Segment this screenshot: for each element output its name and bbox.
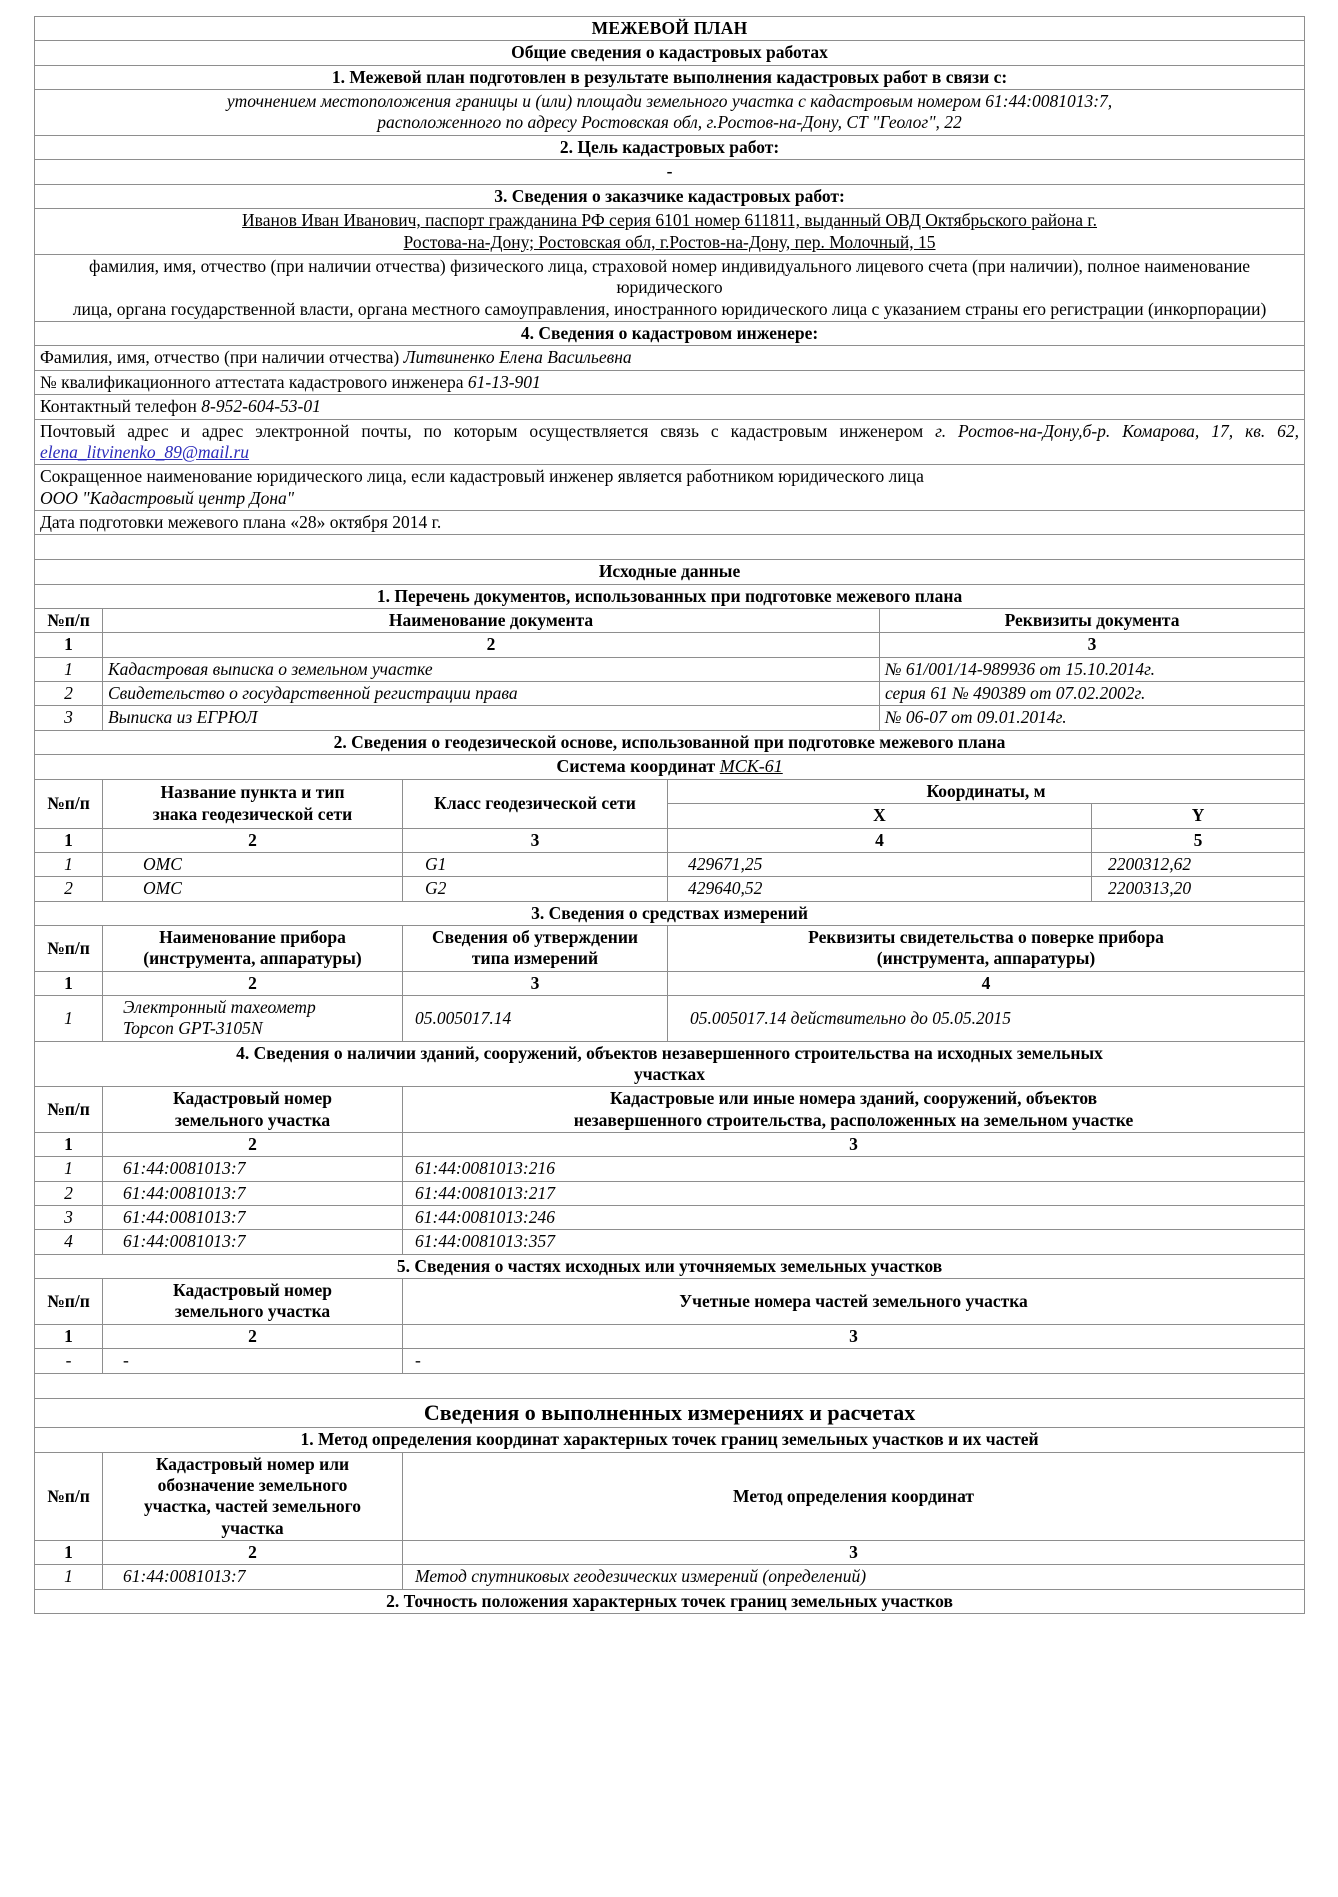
geodesic-col-class: Класс геодезической сети [403, 779, 668, 828]
buildings-row3-object: 61:44:0081013:246 [403, 1206, 1305, 1230]
item4-heading: 4. Сведения о кадастровом инженере: [35, 322, 1305, 346]
geodesic-col-coords: Координаты, м [668, 779, 1305, 803]
parts-col-cadastral-line1: Кадастровый номер [173, 1280, 332, 1301]
parts-col-numbers: Учетные номера частей земельного участка [403, 1279, 1305, 1325]
buildings-col-objects [403, 1087, 1305, 1133]
docs-colnum-3: 3 [880, 633, 1305, 657]
geodesic-heading: 2. Сведения о геодезической основе, использованной при подготовке межевого плана [35, 730, 1305, 754]
accuracy-heading: 2. Точность положения характерных точек границ земельных участков [35, 1589, 1305, 1613]
method-colnum-row [35, 1541, 1305, 1565]
geodesic-colnum-5: 5 [1092, 828, 1305, 852]
table-row [35, 877, 1305, 901]
table-row [35, 852, 1305, 876]
table-row [35, 657, 1305, 681]
item1-heading: 1. Межевой план подготовлен в результате выполнения кадастровых работ в связи с: [35, 65, 1305, 89]
buildings-colnum-row [35, 1133, 1305, 1157]
buildings-col-np: №п/п [35, 1087, 103, 1133]
geodesic-heading-row [35, 730, 1305, 754]
geodesic-row1-x: 429671,25 [668, 852, 1092, 876]
docs-heading-row [35, 584, 1305, 608]
buildings-row4-object: 61:44:0081013:357 [403, 1230, 1305, 1254]
parts-col-cadastral-line2: земельного участка [174, 1301, 331, 1322]
instruments-col-cert [668, 925, 1305, 971]
engineer-email-link[interactable]: elena_litvinenko_89@mail.ru [40, 441, 250, 462]
buildings-heading-row [35, 1041, 1305, 1087]
item3-heading-row [35, 185, 1305, 209]
engineer-address-row [35, 419, 1305, 465]
buildings-row1-np: 1 [35, 1157, 103, 1181]
method-col-cadastral-line3: участка, частей земельного [144, 1496, 361, 1517]
engineer-attestat-value: 61-13-901 [467, 371, 541, 392]
document-subtitle: Общие сведения о кадастровых работах [35, 41, 1305, 65]
table-row [35, 1349, 1305, 1373]
method-col-np: №п/п [35, 1452, 103, 1540]
buildings-heading [35, 1041, 1305, 1087]
document-table [34, 16, 1305, 1614]
instruments-heading: 3. Сведения о средствах измерений [35, 901, 1305, 925]
buildings-row2-np: 2 [35, 1181, 103, 1205]
docs-row3-np: 3 [35, 706, 103, 730]
method-col-cadastral-line2: обозначение земельного [157, 1475, 348, 1496]
geodesic-row2-x: 429640,52 [668, 877, 1092, 901]
docs-row1-requisites: № 61/001/14-989936 от 15.10.2014г. [880, 657, 1305, 681]
buildings-colnum-3: 3 [403, 1133, 1305, 1157]
item2-heading-row [35, 135, 1305, 159]
item2-value-row [35, 160, 1305, 185]
geodesic-row1-np: 1 [35, 852, 103, 876]
parts-colnum-row [35, 1324, 1305, 1348]
instruments-col-cert-line1: Реквизиты свидетельства о поверке прибора [808, 926, 1164, 947]
method-col-cadastral-line4: участка [221, 1517, 284, 1538]
geodesic-coord-system-label: Система координат [556, 755, 720, 776]
instruments-colnum-1: 1 [35, 971, 103, 995]
engineer-address [35, 419, 1305, 465]
geodesic-row1-y: 2200312,62 [1092, 852, 1305, 876]
engineer-attestat-label: № квалификационного аттестата кадастрового инженера [40, 371, 468, 392]
engineer-attestat-row [35, 370, 1305, 394]
buildings-row3-cadastral: 61:44:0081013:7 [103, 1206, 403, 1230]
parts-row1-cadastral: - [103, 1349, 403, 1373]
parts-colnum-2: 2 [103, 1324, 403, 1348]
item1-heading-row [35, 65, 1305, 89]
engineer-address-value: г. Ростов-на-Дону,б-р. Комарова, 17, кв. 62, [935, 420, 1300, 441]
item4-heading-row [35, 322, 1305, 346]
instruments-colnum-2: 2 [103, 971, 403, 995]
method-row1-cadastral: 61:44:0081013:7 [103, 1565, 403, 1589]
instruments-header-row [35, 925, 1305, 971]
instruments-col-np: №п/п [35, 925, 103, 971]
engineer-org-label: Сокращенное наименование юридического лица, если кадастровый инженер является работником юридического лица [40, 466, 924, 487]
geodesic-coordsys-row [35, 754, 1305, 779]
instruments-row1-np: 1 [35, 996, 103, 1042]
instruments-col-approval-line1: Сведения об утверждении [432, 926, 638, 947]
table-row [35, 996, 1305, 1042]
docs-row3-requisites: № 06-07 от 09.01.2014г. [880, 706, 1305, 730]
item3-note-row [35, 255, 1305, 322]
item1-value-line2: расположенного по адресу Ростовская обл, г.Ростов-на-Дону, СТ "Геолог", 22 [377, 112, 962, 133]
item3-heading: 3. Сведения о заказчике кадастровых работ: [35, 185, 1305, 209]
geodesic-row1-name: ОМС [103, 852, 403, 876]
geodesic-col-name-type-line1: Название пункта и тип [160, 782, 345, 803]
spacer-cell-2 [35, 1373, 1305, 1398]
customer-info-line2: Ростова-на-Дону; Ростовская обл, г.Ростов-на-Дону, пер. Молочный, 15 [403, 231, 936, 252]
method-col-method: Метод определения координат [403, 1452, 1305, 1540]
parts-row1-numbers: - [403, 1349, 1305, 1373]
item3-value-row [35, 209, 1305, 255]
instruments-col-approval [403, 925, 668, 971]
instruments-col-device-line1: Наименование прибора [159, 926, 346, 947]
engineer-fio [35, 346, 1305, 370]
engineer-org [35, 465, 1305, 511]
buildings-row2-object: 61:44:0081013:217 [403, 1181, 1305, 1205]
instruments-colnum-3: 3 [403, 971, 668, 995]
method-colnum-1: 1 [35, 1541, 103, 1565]
parts-colnum-3: 3 [403, 1324, 1305, 1348]
buildings-col-objects-line1: Кадастровые или иные номера зданий, сооружений, объектов [609, 1088, 1098, 1109]
docs-row1-name: Кадастровая выписка о земельном участке [103, 657, 880, 681]
geodesic-coord-system [35, 754, 1305, 779]
geodesic-row2-y: 2200313,20 [1092, 877, 1305, 901]
table-row [35, 1206, 1305, 1230]
customer-note-line2: лица, органа государственной власти, органа местного самоуправления, иностранного юридического лица с указанием страны его регистрации (инкорпорации) [72, 298, 1267, 319]
customer-note [35, 255, 1305, 322]
table-row [35, 1230, 1305, 1254]
document-title-row [35, 17, 1305, 41]
prep-date [35, 510, 1305, 534]
buildings-row2-cadastral: 61:44:0081013:7 [103, 1181, 403, 1205]
parts-colnum-1: 1 [35, 1324, 103, 1348]
instruments-col-device-line2: (инструмента, аппаратуры) [143, 948, 362, 969]
method-header-row [35, 1452, 1305, 1540]
buildings-heading-line2: участках [634, 1064, 706, 1085]
geodesic-col-name-type-line2: знака геодезической сети [152, 803, 353, 824]
method-colnum-2: 2 [103, 1541, 403, 1565]
docs-row3-name: Выписка из ЕГРЮЛ [103, 706, 880, 730]
docs-heading: 1. Перечень документов, использованных при подготовке межевого плана [35, 584, 1305, 608]
table-row [35, 706, 1305, 730]
item2-value: - [35, 160, 1305, 185]
parts-header-row [35, 1279, 1305, 1325]
buildings-col-cadastral-line1: Кадастровый номер [173, 1088, 332, 1109]
instruments-col-approval-line2: типа измерений [471, 948, 599, 969]
instruments-colnum-4: 4 [668, 971, 1305, 995]
method-heading: 1. Метод определения координат характерных точек границ земельных участков и их частей [35, 1428, 1305, 1452]
buildings-row1-cadastral: 61:44:0081013:7 [103, 1157, 403, 1181]
engineer-attestat [35, 370, 1305, 394]
table-row [35, 1181, 1305, 1205]
method-col-cadastral-line1: Кадастровый номер или [155, 1453, 350, 1474]
customer-note-line1: фамилия, имя, отчество (при наличии отчества) физического лица, страховой номер индивидуального лицевого счета (при наличии), полное наименование юридического [88, 256, 1251, 298]
docs-row2-name: Свидетельство о государственной регистрации права [103, 681, 880, 705]
table-row [35, 1157, 1305, 1181]
parts-col-cadastral [103, 1279, 403, 1325]
buildings-row3-np: 3 [35, 1206, 103, 1230]
method-row1-method: Метод спутниковых геодезических измерений (определений) [403, 1565, 1305, 1589]
geodesic-header-row-1 [35, 779, 1305, 803]
docs-row1-np: 1 [35, 657, 103, 681]
geodesic-col-np: №п/п [35, 779, 103, 828]
buildings-col-objects-line2: незавершенного строительства, расположенных на земельном участке [573, 1109, 1134, 1130]
geodesic-row2-class: G2 [403, 877, 668, 901]
source-data-heading: Исходные данные [35, 560, 1305, 584]
geodesic-colnum-3: 3 [403, 828, 668, 852]
measurements-heading: Сведения о выполненных измерениях и расчетах [35, 1398, 1305, 1428]
spacer-row-2 [35, 1373, 1305, 1398]
geodesic-colnum-1: 1 [35, 828, 103, 852]
instruments-row1-device-line1: Электронный тахеометр [123, 997, 316, 1018]
geodesic-colnum-4: 4 [668, 828, 1092, 852]
accuracy-heading-row [35, 1589, 1305, 1613]
instruments-row1-device-line2: Topcon GPT-3105N [123, 1018, 263, 1039]
method-row1-np: 1 [35, 1565, 103, 1589]
engineer-fio-value: Литвиненко Елена Васильевна [403, 347, 632, 368]
buildings-heading-line1: 4. Сведения о наличии зданий, сооружений, объектов незавершенного строительства на исходных земельных [236, 1042, 1103, 1063]
customer-info-line1: Иванов Иван Иванович, паспорт гражданина РФ серия 6101 номер 611811, выданный ОВД Октябрьского района г. [242, 210, 1098, 231]
geodesic-col-y: Y [1092, 804, 1305, 828]
method-colnum-3: 3 [403, 1541, 1305, 1565]
engineer-fio-label: Фамилия, имя, отчество (при наличии отчества) [40, 347, 404, 368]
item1-value-row [35, 90, 1305, 136]
document-subtitle-row [35, 41, 1305, 65]
parts-row1-np: - [35, 1349, 103, 1373]
instruments-col-cert-line2: (инструмента, аппаратуры) [876, 948, 1096, 969]
buildings-colnum-2: 2 [103, 1133, 403, 1157]
table-row [35, 681, 1305, 705]
geodesic-colnum-2: 2 [103, 828, 403, 852]
parts-col-np: №п/п [35, 1279, 103, 1325]
buildings-row4-cadastral: 61:44:0081013:7 [103, 1230, 403, 1254]
instruments-heading-row [35, 901, 1305, 925]
prep-date-value: «28» октября 2014 г. [290, 511, 442, 532]
geodesic-coord-system-value: МСК-61 [719, 755, 783, 776]
table-row [35, 1565, 1305, 1589]
docs-header-row [35, 608, 1305, 632]
method-col-cadastral [103, 1452, 403, 1540]
docs-colnum-2: 2 [103, 633, 880, 657]
prep-date-row [35, 510, 1305, 534]
page-title: МЕЖЕВОЙ ПЛАН [35, 17, 1305, 41]
spacer-cell-1 [35, 535, 1305, 560]
docs-colnum-row [35, 633, 1305, 657]
engineer-address-label: Почтовый адрес и адрес электронной почты, по которым осуществляется связь с кадастровым инженером [40, 420, 936, 441]
source-data-heading-row [35, 560, 1305, 584]
engineer-phone-label: Контактный телефон [40, 396, 202, 417]
buildings-row4-np: 4 [35, 1230, 103, 1254]
engineer-phone-value: 8-952-604-53-01 [201, 396, 321, 417]
buildings-header-row [35, 1087, 1305, 1133]
docs-col-name: Наименование документа [103, 608, 880, 632]
buildings-col-cadastral-line2: земельного участка [174, 1109, 331, 1130]
geodesic-colnum-row [35, 828, 1305, 852]
parts-heading: 5. Сведения о частях исходных или уточняемых земельных участков [35, 1254, 1305, 1278]
method-heading-row [35, 1428, 1305, 1452]
docs-colnum-1: 1 [35, 633, 103, 657]
instruments-col-device [103, 925, 403, 971]
buildings-row1-object: 61:44:0081013:216 [403, 1157, 1305, 1181]
spacer-row-1 [35, 535, 1305, 560]
docs-row2-np: 2 [35, 681, 103, 705]
engineer-org-row [35, 465, 1305, 511]
geodesic-col-name-type [103, 779, 403, 828]
buildings-colnum-1: 1 [35, 1133, 103, 1157]
engineer-org-value: ООО "Кадастровый центр Дона" [40, 487, 295, 508]
item2-heading: 2. Цель кадастровых работ: [35, 135, 1305, 159]
engineer-fio-row [35, 346, 1305, 370]
prep-date-label: Дата подготовки межевого плана [40, 511, 291, 532]
docs-col-requisites: Реквизиты документа [880, 608, 1305, 632]
customer-info [35, 209, 1305, 255]
item1-value-line1: уточнением местоположения границы и (или) площади земельного участка с кадастровым номером 61:44:0081013:7, [226, 91, 1113, 112]
geodesic-row1-class: G1 [403, 852, 668, 876]
instruments-colnum-row [35, 971, 1305, 995]
parts-heading-row [35, 1254, 1305, 1278]
instruments-row1-approval: 05.005017.14 [403, 996, 668, 1042]
engineer-phone-row [35, 395, 1305, 419]
docs-col-np: №п/п [35, 608, 103, 632]
buildings-col-cadastral [103, 1087, 403, 1133]
engineer-phone [35, 395, 1305, 419]
docs-row2-requisites: серия 61 № 490389 от 07.02.2002г. [880, 681, 1305, 705]
item1-value [35, 90, 1305, 136]
geodesic-col-x: X [668, 804, 1092, 828]
geodesic-row2-np: 2 [35, 877, 103, 901]
instruments-row1-device [103, 996, 403, 1042]
measurements-heading-row [35, 1398, 1305, 1428]
geodesic-row2-name: ОМС [103, 877, 403, 901]
instruments-row1-certificate: 05.005017.14 действительно до 05.05.2015 [668, 996, 1305, 1042]
